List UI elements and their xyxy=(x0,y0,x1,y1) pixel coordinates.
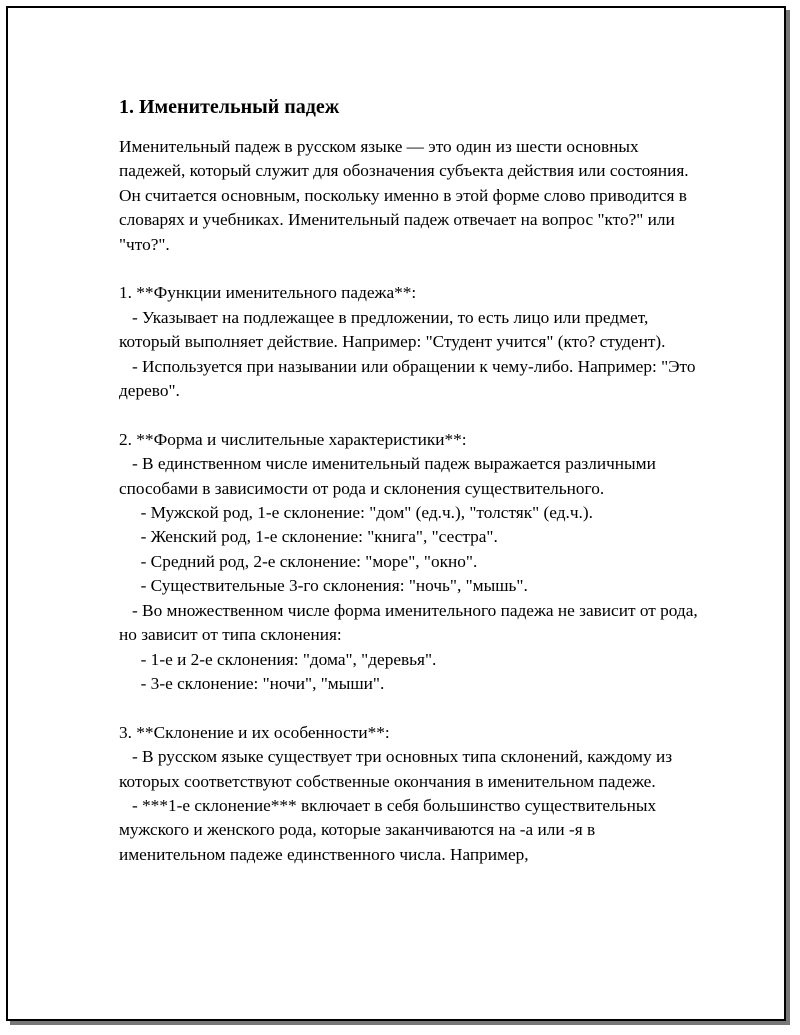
forms-subitem-first-second: - 1-е и 2-е склонения: "дома", "деревья". xyxy=(119,649,437,669)
document-body xyxy=(119,92,703,867)
declension-item-types: - В русском языке существует три основных типа склонений, каждому из которых соответствуют собственные окончания в именительном падеже. xyxy=(119,747,677,791)
forms-subitem-masculine: - Мужской род, 1-е склонение: "дом" (ед.ч.), "толстяк" (ед.ч.). xyxy=(119,503,593,523)
forms-item-plural: - Во множественном числе форма именительного падежа не зависит от рода, но зависит от типа склонения: xyxy=(119,600,703,645)
intro-paragraph: Именительный падеж в русском языке — это один из шести основных падежей, который служит для обозначения субъекта действия или состояния. Он считается основным, поскольку именно в этой форме слово приводится в словарях и учебниках. Именительный падеж отвечает на вопрос "кто?" или "что?". xyxy=(119,137,693,254)
functions-item-1: - Указывает на подлежащее в предложении, то есть лицо или предмет, который выполняет действие. Например: "Студент учится" (кто? студент). xyxy=(119,307,666,352)
forms-heading: 2. **Форма и числительные характеристики**: xyxy=(119,429,467,449)
forms-subitem-feminine: - Женский род, 1-е склонение: "книга", "сестра". xyxy=(119,527,498,547)
document-page xyxy=(6,6,786,1021)
declension-item-first: - ***1-е склонение*** включает в себя большинство существительных мужского и женского рода, которые заканчиваются на -а или -я в именительном падеже единственного числа. Например, xyxy=(119,795,661,864)
forms-subitem-third-plural: - 3-е склонение: "ночи", "мыши". xyxy=(119,673,385,693)
forms-subitem-third: - Существительные 3-го склонения: "ночь", "мышь". xyxy=(119,576,528,596)
forms-item-singular: - В единственном числе именительный падеж выражается различными способами в зависимости от рода и склонения существительного. xyxy=(119,454,661,498)
functions-item-2: - Используется при назывании или обращении к чему-либо. Например: "Это дерево". xyxy=(119,356,700,401)
functions-heading: 1. **Функции именительного падежа**: xyxy=(119,283,417,303)
declension-heading: 3. **Склонение и их особенности**: xyxy=(119,722,390,742)
section-heading: 1. Именительный падеж xyxy=(119,96,340,118)
forms-subitem-neuter: - Средний род, 2-е склонение: "море", "окно". xyxy=(119,551,478,571)
